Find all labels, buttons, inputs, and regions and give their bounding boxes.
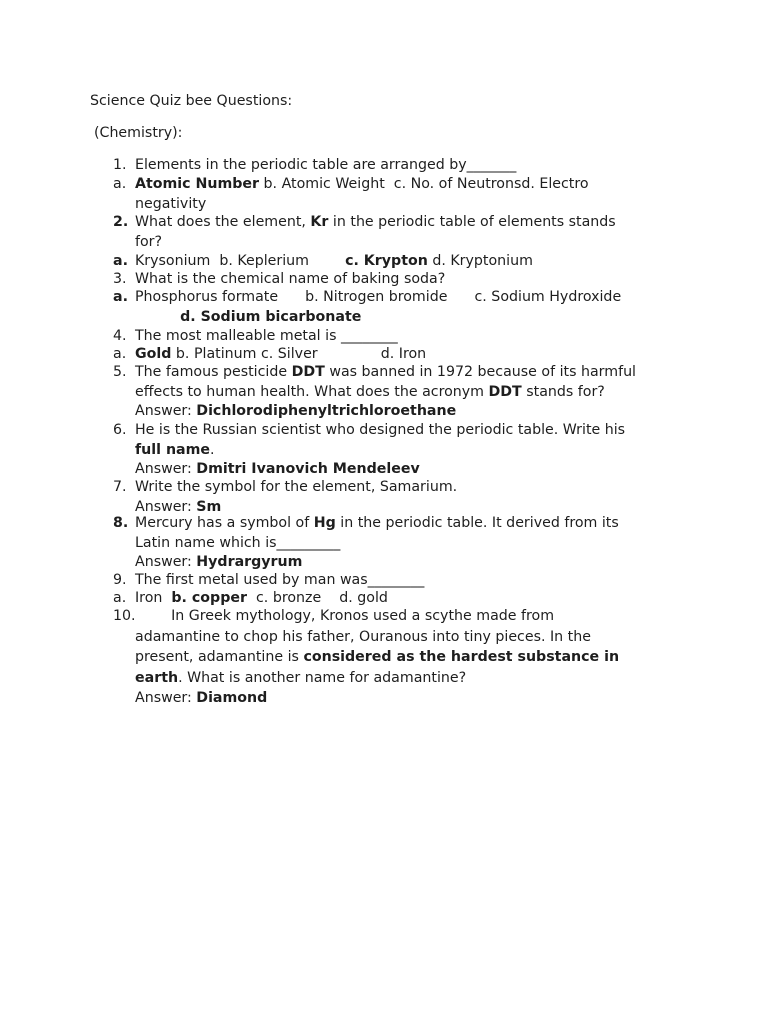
list-item-text: The most malleable metal is ________ [135, 328, 398, 344]
list-item-text: Write the symbol for the element, Samarium. [135, 479, 458, 495]
list-item-text: Latin name which is_________ [135, 534, 341, 551]
list-marker: 8. [113, 515, 129, 531]
list-marker: 7. [113, 479, 127, 495]
list-marker: a. [113, 253, 128, 269]
list-item-text: The famous pesticide DDT was banned in 1972 because of its harmful [135, 364, 636, 380]
list-marker: a. [113, 590, 127, 606]
list-marker: 6. [113, 422, 127, 438]
list-item-text: Krysonium b. Keplerium c. Krypton d. Kryptonium [135, 253, 533, 269]
list-item-text: for? [135, 233, 163, 250]
list-item-text: Answer: Dichlorodiphenyltrichloroethane [135, 403, 457, 419]
list-item-text: What is the chemical name of baking soda? [135, 271, 446, 287]
list-item-text: Phosphorus formate b. Nitrogen bromide c. Sodium Hydroxide [135, 289, 622, 305]
list-item-text: Atomic Number b. Atomic Weight c. No. of Neutronsd. Electro [135, 176, 589, 192]
list-item-text: Elements in the periodic table are arranged by_______ [135, 157, 517, 173]
list-item-text: The first metal used by man was________ [135, 572, 425, 588]
list-marker: 4. [113, 328, 127, 344]
document-title: Science Quiz bee Questions: [90, 93, 293, 109]
list-marker: 9. [113, 572, 127, 588]
list-item-text: effects to human health. What does the acronym DDT stands for? [135, 383, 605, 400]
list-item-text: Answer: Diamond [135, 690, 268, 706]
list-item-text: Answer: Hydrargyrum [135, 554, 303, 570]
list-item-text: In Greek mythology, Kronos used a scythe made from [135, 608, 555, 624]
list-item-text: d. Sodium bicarbonate [180, 308, 362, 325]
list-item-text: What does the element, Kr in the periodic table of elements stands [135, 214, 616, 230]
list-item-text: Iron b. copper c. bronze d. gold [135, 590, 388, 606]
list-item-text: Answer: Dmitri Ivanovich Mendeleev [135, 461, 420, 477]
list-item-text: adamantine to chop his father, Ouranous into tiny pieces. In the [135, 628, 591, 645]
list-marker: a. [113, 346, 127, 362]
list-item-text: earth. What is another name for adamantine? [135, 669, 467, 686]
list-marker: 2. [113, 214, 129, 230]
list-item-text: full name. [135, 441, 215, 458]
document-category: (Chemistry): [94, 125, 183, 141]
list-item-text: negativity [135, 195, 207, 212]
list-marker: 5. [113, 364, 127, 380]
list-marker: 10. [113, 608, 136, 624]
list-item-text: Gold b. Platinum c. Silver d. Iron [135, 346, 427, 362]
list-marker: a. [113, 289, 128, 305]
list-item-text: present, adamantine is considered as the hardest substance in [135, 649, 620, 665]
list-item-text: He is the Russian scientist who designed the periodic table. Write his [135, 422, 626, 438]
list-item-text: Mercury has a symbol of Hg in the periodic table. It derived from its [135, 515, 619, 531]
list-marker: 3. [113, 271, 127, 287]
list-item-text: Answer: Sm [135, 498, 222, 515]
list-marker: 1. [113, 157, 127, 173]
list-marker: a. [113, 176, 127, 192]
